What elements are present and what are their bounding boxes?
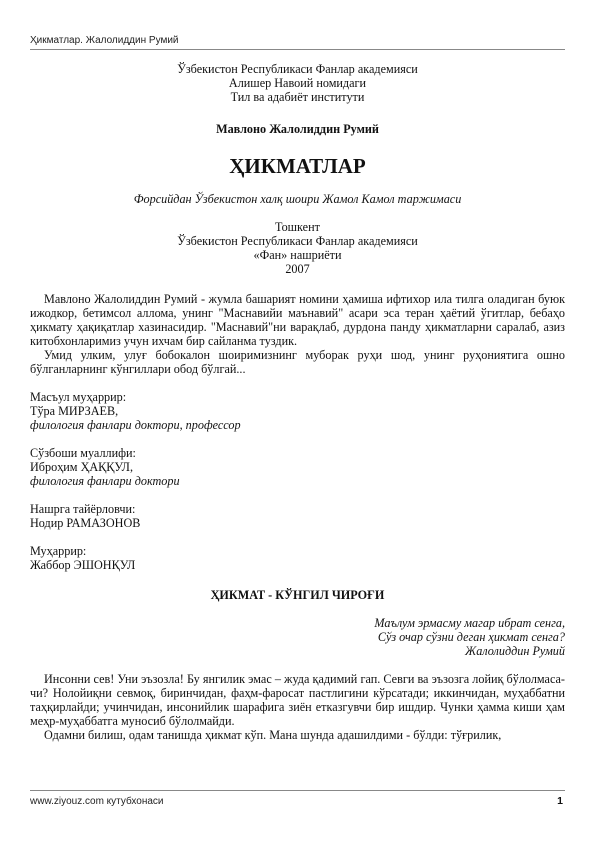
institution-line: Тил ва адабиёт институти (230, 90, 365, 104)
intro-section (30, 292, 565, 376)
running-header: Ҳикматлар. Жалолиддин Румий (30, 35, 179, 46)
footer-site: www.ziyouz.com кутубхонаси (30, 796, 164, 807)
author-name: Мавлоно Жалолиддин Румий (216, 122, 379, 136)
credit-preface-author (30, 446, 565, 488)
credit-description: филология фанлари доктори (30, 474, 180, 488)
credit-description: филология фанлари доктори, профессор (30, 418, 241, 432)
credit-name: Иброҳим ҲАҚҚУЛ, (30, 460, 133, 474)
body-paragraph: Одамни билиш, одам танишда ҳикмат кўп. Мана шунда адашилдими - бўлди: тўғрилик, (44, 728, 502, 742)
publication-line: Ўзбекистон Республикаси Фанлар академияси (177, 234, 418, 248)
publication-block (30, 220, 565, 276)
body-section (30, 672, 565, 742)
page-number: 1 (557, 795, 563, 807)
header-rule (30, 49, 565, 50)
book-title: ҲИКМАТЛАР (229, 154, 366, 178)
publication-line: 2007 (285, 262, 310, 276)
credit-chief-editor (30, 390, 565, 432)
institution-block (30, 62, 565, 104)
credit-role: Сўзбоши муаллифи: (30, 446, 136, 460)
credit-role: Муҳаррир: (30, 544, 87, 558)
translation-note: Форсийдан Ўзбекистон халқ шоири Жамол Камол таржимаси (133, 192, 462, 206)
intro-paragraph: Мавлоно Жалолиддин Румий - жумла башарият номини ҳамиша ифтихор ила тилга оладиган буюк ижодкор, бетимсол аллома, унинг "Маснавийи маънавий" асари эса теран ҳаётий ўгитлар, бебаҳо ҳикмату ҳақиқатлар хазинасидир. "Маснавий"ни варақлаб, дурдона панду ҳикматларни саралаб, азиз китобхонларимиз учун ихчам бир сайланма туздик. (30, 292, 565, 348)
section-title: ҲИКМАТ - КЎНГИЛ ЧИРОҒИ (210, 588, 385, 602)
publication-line: «Фан» нашриёти (253, 248, 342, 262)
credit-editor (30, 544, 565, 572)
credit-name: Жаббор ЭШОНҚУЛ (30, 558, 136, 572)
footer-rule (30, 790, 565, 791)
credit-preparer (30, 502, 565, 530)
credit-name: Нодир РАМАЗОНОВ (30, 516, 141, 530)
epigraph-attribution: Жалолиддин Румий (465, 644, 565, 658)
epigraph (30, 616, 565, 658)
epigraph-line: Маълум эрмасму магар ибрат сенга, (374, 616, 565, 630)
document-page (30, 62, 565, 742)
institution-line: Ўзбекистон Республикаси Фанлар академияси (177, 62, 418, 76)
epigraph-line: Сўз очар сўзни деган ҳикмат сенга? (377, 630, 565, 644)
publication-line: Тошкент (275, 220, 320, 234)
institution-line: Алишер Навоий номидаги (228, 76, 367, 90)
credit-role: Нашрга тайёрловчи: (30, 502, 136, 516)
credit-name: Тўра МИРЗАЕВ, (30, 404, 119, 418)
credit-role: Масъул муҳаррир: (30, 390, 127, 404)
intro-paragraph: Умид улким, улуғ бобокалон шоиримизнинг муборак руҳи шод, унинг руҳониятига ошно бўлганларнинг кўнгиллари обод бўлгай... (30, 348, 565, 376)
body-paragraph: Инсонни сев! Уни эъзозла! Бу янгилик эмас – жуда қадимий гап. Севги ва эъзозга лойиқ бўлолмаса-чи? Нолойиқни севмоқ, биринчидан, фаҳм-фаросат пастлигини кўрсатади; иккинчидан, муҳаббатни таҳқирлайди; учинчидан, инсонийлик шарафига зиён етказгувчи бир ишдир. Чунки ҳамма киши ҳам меҳр-муҳаббатга муносиб бўлолмайди. (30, 672, 565, 728)
